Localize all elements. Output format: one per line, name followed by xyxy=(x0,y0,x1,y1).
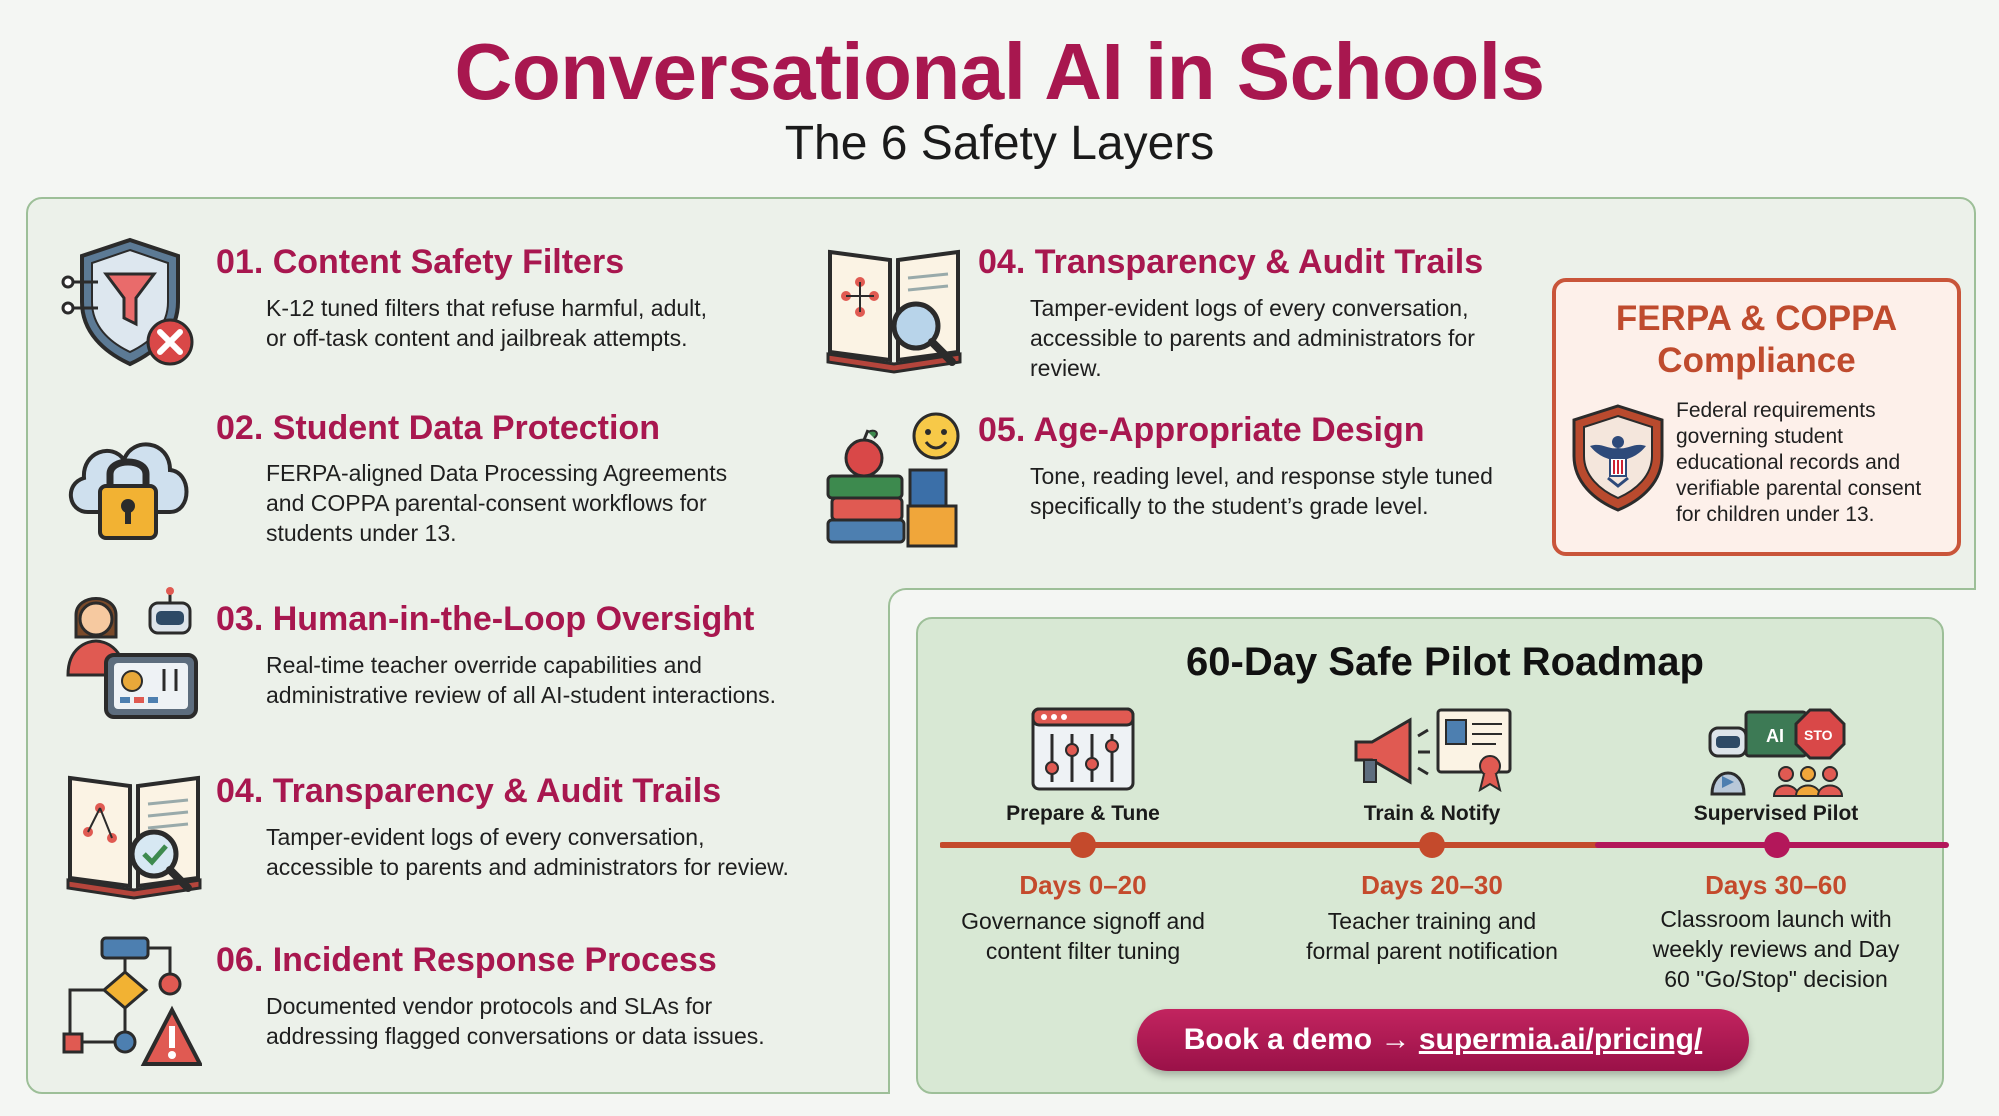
compliance-desc: Federal requirements governing student educational records and verifiable parental consent for children under 13. xyxy=(1676,399,1922,526)
layer-01-title: 01. Content Safety Filters xyxy=(216,243,625,281)
robot-stop-icon xyxy=(1706,706,1848,798)
book-magnifier-icon xyxy=(824,236,964,376)
compliance-title: FERPA & COPPA Compliance xyxy=(1615,299,1898,380)
page-subtitle: The 6 Safety Layers xyxy=(784,117,1215,170)
sliders-window-icon xyxy=(1030,706,1136,792)
phase-2-desc: Teacher training and formal parent notification xyxy=(1306,908,1558,964)
layer-04b-title: 04. Transparency & Audit Trails xyxy=(978,243,1484,281)
pricing-link[interactable]: supermia.ai/pricing/ xyxy=(1418,1023,1703,1056)
shield-filter-icon xyxy=(60,232,200,372)
layer-01-desc: K-12 tuned filters that refuse harmful, adult, or off-task content and jailbreak attempts. xyxy=(266,295,708,351)
phase-1-days: Days 0–20 xyxy=(1019,870,1147,900)
cloud-lock-icon xyxy=(58,412,198,552)
stop-sign-label: STO xyxy=(1804,727,1833,743)
book-magnifier-icon xyxy=(64,762,204,902)
roadmap-title: 60-Day Safe Pilot Roadmap xyxy=(1186,640,1704,684)
layer-04-title: 04. Transparency & Audit Trails xyxy=(216,772,722,810)
layer-02-desc: FERPA-aligned Data Processing Agreements and COPPA parental-consent workflows for students under 13. xyxy=(266,460,728,546)
book-demo-button[interactable] xyxy=(1137,1009,1749,1071)
books-blocks-icon xyxy=(824,410,964,550)
eagle-shield-icon xyxy=(1568,402,1668,514)
phase-2-label: Train & Notify xyxy=(1363,802,1501,825)
page-title: Conversational AI in Schools xyxy=(454,27,1545,116)
layer-04-desc: Tamper-evident logs of every conversation, accessible to parents and administrators for review. xyxy=(266,824,789,880)
layer-06-desc: Documented vendor protocols and SLAs for addressing flagged conversations or data issues. xyxy=(266,993,765,1049)
phase-1-label: Prepare & Tune xyxy=(1006,802,1160,825)
ai-board-label: AI xyxy=(1766,726,1784,746)
phase-3-label: Supervised Pilot xyxy=(1693,802,1859,825)
layer-05-desc: Tone, reading level, and response style tuned specifically to the student’s grade level. xyxy=(1030,463,1493,519)
timeline-marker-2 xyxy=(1419,832,1445,858)
megaphone-certificate-icon xyxy=(1350,706,1514,792)
layer-05-title: 05. Age-Appropriate Design xyxy=(978,411,1425,449)
timeline-marker-1 xyxy=(1070,832,1096,858)
phase-3-desc: Classroom launch with weekly reviews and Day 60 "Go/Stop" decision xyxy=(1652,906,1900,992)
phase-3-days: Days 30–60 xyxy=(1705,870,1847,900)
layer-03-desc: Real-time teacher override capabilities and administrative review of all AI-student interactions. xyxy=(266,652,777,708)
timeline xyxy=(940,830,1950,860)
layer-02-title: 02. Student Data Protection xyxy=(216,409,660,447)
timeline-marker-3 xyxy=(1764,832,1790,858)
teacher-robot-icon xyxy=(60,585,200,725)
layer-03-title: 03. Human-in-the-Loop Oversight xyxy=(216,600,755,638)
flowchart-warning-icon xyxy=(62,934,202,1074)
layer-04b-desc: Tamper-evident logs of every conversation, accessible to parents and administrators for review. xyxy=(1030,295,1475,381)
phase-1-desc: Governance signoff and content filter tuning xyxy=(961,908,1205,964)
phase-2-days: Days 20–30 xyxy=(1361,870,1503,900)
book-demo-label: Book a demo → xyxy=(1183,1023,1419,1056)
layer-06-title: 06. Incident Response Process xyxy=(216,941,717,979)
